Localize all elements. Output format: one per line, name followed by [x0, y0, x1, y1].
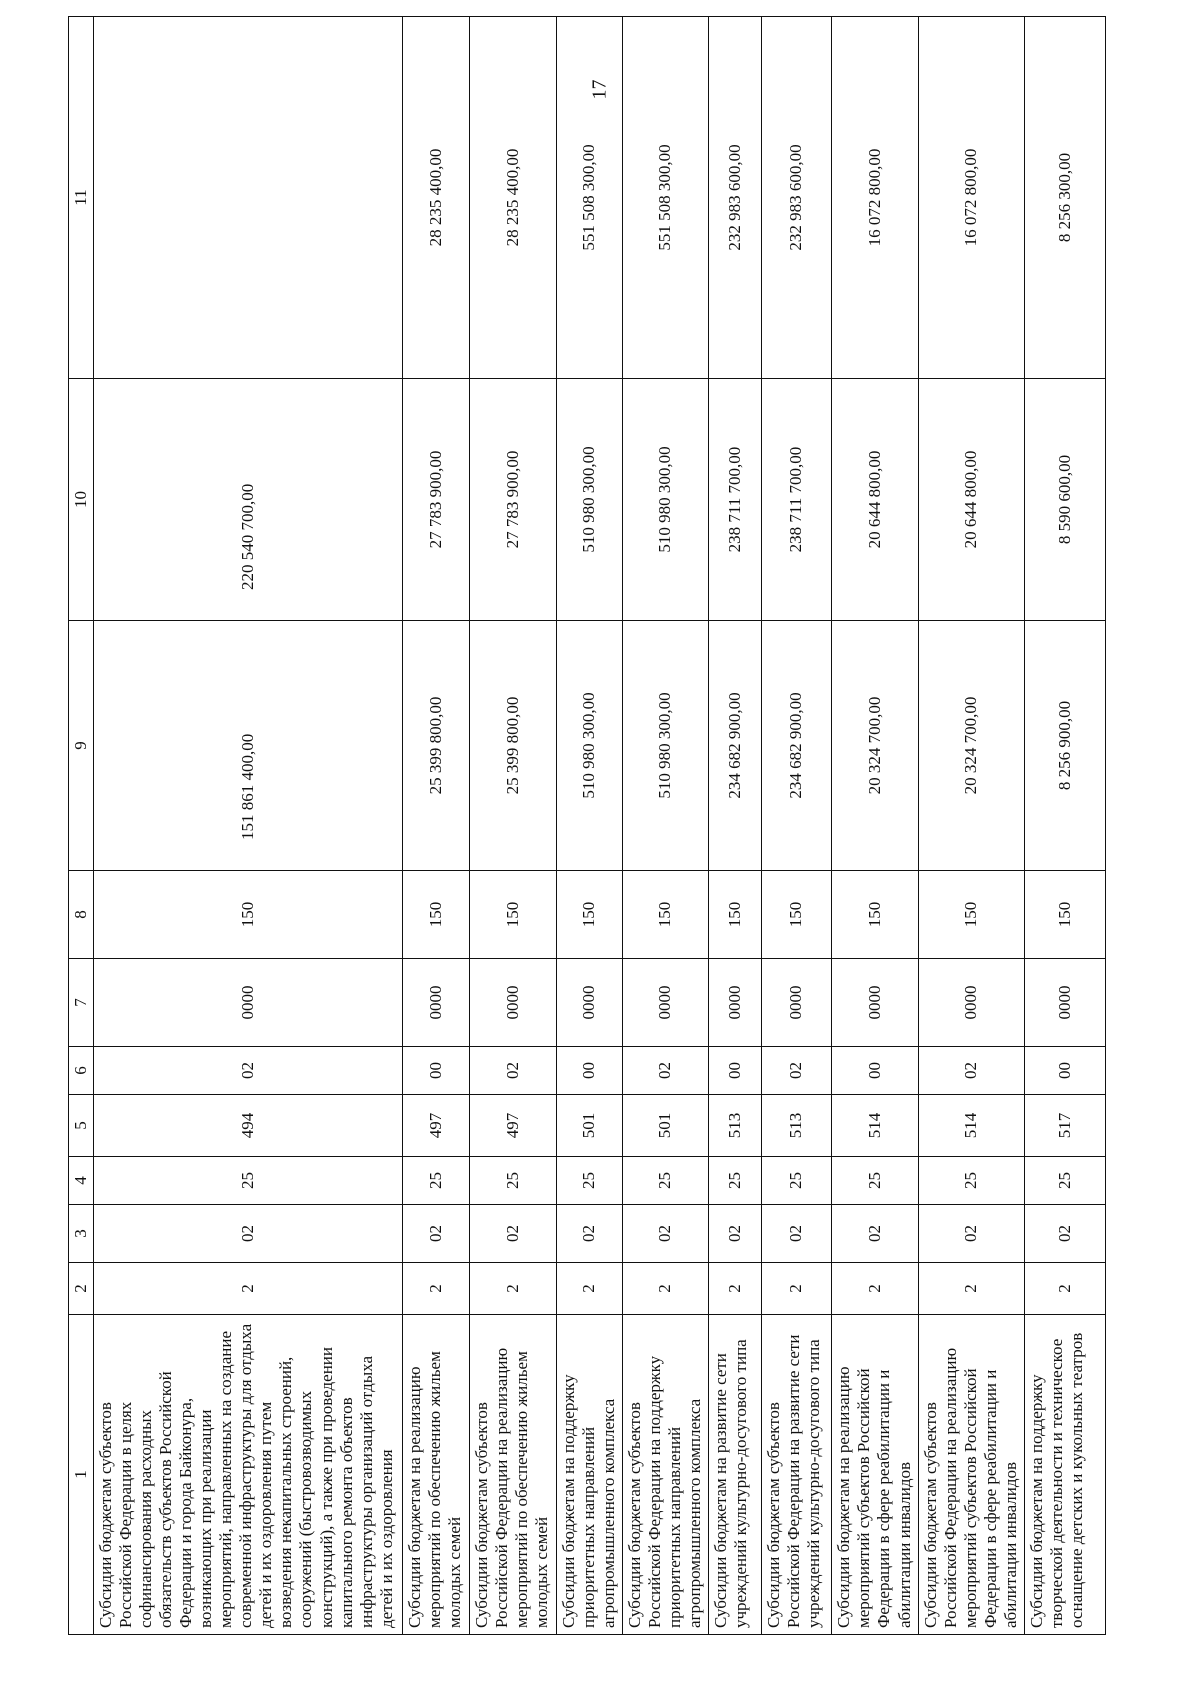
- cell-col5: 514: [832, 1095, 918, 1157]
- cell-col7: 0000: [1024, 959, 1105, 1047]
- cell-col3: 02: [709, 1205, 762, 1263]
- cell-col11: 28 235 400,00: [469, 17, 556, 379]
- cell-col6: 00: [1024, 1047, 1105, 1095]
- cell-col6: 02: [918, 1047, 1024, 1095]
- cell-col8: 150: [1024, 871, 1105, 959]
- cell-col5: 501: [556, 1095, 622, 1157]
- row-description: Субсидии бюджетам на развитие сети учреждений культурно-досугового типа: [709, 1315, 762, 1635]
- row-description: Субсидии бюджетам субъектов Российской Федерации на поддержку приоритетных направлений агропромышленного комплекса: [622, 1315, 708, 1635]
- cell-col8: 150: [469, 871, 556, 959]
- table-row: [832, 17, 918, 1635]
- table-row: [709, 17, 762, 1635]
- column-header: 6: [69, 1047, 94, 1095]
- row-description: Субсидии бюджетам субъектов Российской Федерации на развитие сети учреждений культурно-досугового типа: [761, 1315, 832, 1635]
- row-description: Субсидии бюджетам на поддержку творческой деятельности и техническое оснащение детских и кукольных театров: [1024, 1315, 1105, 1635]
- cell-col7: 0000: [709, 959, 762, 1047]
- row-description: Субсидии бюджетам на поддержку приоритетных направлений агропромышленного комплекса: [556, 1315, 622, 1635]
- cell-col7: 0000: [832, 959, 918, 1047]
- cell-col10: 220 540 700,00: [94, 379, 403, 621]
- cell-col3: 02: [761, 1205, 832, 1263]
- cell-col9: 25 399 800,00: [469, 621, 556, 871]
- cell-col3: 02: [556, 1205, 622, 1263]
- cell-col2: 2: [403, 1263, 470, 1315]
- budget-table: [68, 16, 1106, 1635]
- cell-col3: 02: [622, 1205, 708, 1263]
- cell-col3: 02: [832, 1205, 918, 1263]
- cell-col8: 150: [556, 871, 622, 959]
- cell-col8: 150: [94, 871, 403, 959]
- cell-col6: 02: [469, 1047, 556, 1095]
- column-header: 9: [69, 621, 94, 871]
- cell-col7: 0000: [918, 959, 1024, 1047]
- cell-col10: 238 711 700,00: [709, 379, 762, 621]
- row-description: Субсидии бюджетам субъектов Российской Федерации на реализацию мероприятий по обеспечению жильем молодых семей: [469, 1315, 556, 1635]
- cell-col3: 02: [469, 1205, 556, 1263]
- cell-col10: 510 980 300,00: [556, 379, 622, 621]
- cell-col7: 0000: [622, 959, 708, 1047]
- cell-col5: 494: [94, 1095, 403, 1157]
- cell-col11: 551 508 300,00: [622, 17, 708, 379]
- cell-col8: 150: [709, 871, 762, 959]
- table-row: [761, 17, 832, 1635]
- cell-col2: 2: [918, 1263, 1024, 1315]
- cell-col5: 497: [469, 1095, 556, 1157]
- cell-col10: 8 590 600,00: [1024, 379, 1105, 621]
- cell-col8: 150: [761, 871, 832, 959]
- cell-col5: 513: [761, 1095, 832, 1157]
- cell-col4: 25: [556, 1157, 622, 1205]
- cell-col10: 238 711 700,00: [761, 379, 832, 621]
- cell-col5: 497: [403, 1095, 470, 1157]
- cell-col4: 25: [1024, 1157, 1105, 1205]
- cell-col9: 25 399 800,00: [403, 621, 470, 871]
- cell-col6: 00: [832, 1047, 918, 1095]
- cell-col7: 0000: [556, 959, 622, 1047]
- column-header: 4: [69, 1157, 94, 1205]
- cell-col11: 232 983 600,00: [761, 17, 832, 379]
- cell-col6: 02: [622, 1047, 708, 1095]
- table-row: [469, 17, 556, 1635]
- cell-col4: 25: [709, 1157, 762, 1205]
- budget-table-container: [68, 17, 1106, 1635]
- column-header: 8: [69, 871, 94, 959]
- cell-col4: 25: [94, 1157, 403, 1205]
- cell-col11: 16 072 800,00: [832, 17, 918, 379]
- row-description: Субсидии бюджетам на реализацию мероприятий по обеспечению жильем молодых семей: [403, 1315, 470, 1635]
- cell-col4: 25: [403, 1157, 470, 1205]
- cell-col4: 25: [622, 1157, 708, 1205]
- cell-col3: 02: [403, 1205, 470, 1263]
- cell-col4: 25: [832, 1157, 918, 1205]
- cell-col9: 8 256 900,00: [1024, 621, 1105, 871]
- column-header: 2: [69, 1263, 94, 1315]
- cell-col10: 20 644 800,00: [832, 379, 918, 621]
- cell-col4: 25: [918, 1157, 1024, 1205]
- table-row: [918, 17, 1024, 1635]
- row-description: Субсидии бюджетам субъектов Российской Федерации на реализацию мероприятий субъектов Российской Федерации в сфере реабилитации и абилитации инвалидов: [918, 1315, 1024, 1635]
- cell-col2: 2: [709, 1263, 762, 1315]
- column-header: 11: [69, 17, 94, 379]
- header-row: [69, 17, 94, 1635]
- cell-col4: 25: [761, 1157, 832, 1205]
- row-description: Субсидии бюджетам на реализацию мероприятий субъектов Российской Федерации в сфере реабилитации и абилитации инвалидов: [832, 1315, 918, 1635]
- cell-col2: 2: [469, 1263, 556, 1315]
- cell-col9: 510 980 300,00: [622, 621, 708, 871]
- table-row: [556, 17, 622, 1635]
- cell-col2: 2: [832, 1263, 918, 1315]
- page-number: 17: [588, 79, 611, 100]
- cell-col3: 02: [918, 1205, 1024, 1263]
- cell-col10: 510 980 300,00: [622, 379, 708, 621]
- row-description: Субсидии бюджетам субъектов Российской Федерации в целях софинансирования расходных обязательств субъектов Российской Федерации и города Байконура, возникающих при реализации мероприятий, направленных на создание современной инфраструктуры для отдыха детей и их оздоровления путем возведения некапитальных строений, сооружений (быстровозводимых конструкций), а также при проведении капитального ремонта объектов инфраструктуры организаций отдыха детей и их оздоровления: [94, 1315, 403, 1635]
- cell-col9: 20 324 700,00: [918, 621, 1024, 871]
- column-header: 1: [69, 1315, 94, 1635]
- table-row: [1024, 17, 1105, 1635]
- cell-col5: 517: [1024, 1095, 1105, 1157]
- cell-col7: 0000: [761, 959, 832, 1047]
- cell-col8: 150: [832, 871, 918, 959]
- cell-col11: [94, 17, 403, 379]
- cell-col7: 0000: [403, 959, 470, 1047]
- cell-col11: 28 235 400,00: [403, 17, 470, 379]
- cell-col3: 02: [1024, 1205, 1105, 1263]
- cell-col11: 551 508 300,00: [556, 17, 622, 379]
- table-row: [622, 17, 708, 1635]
- cell-col2: 2: [622, 1263, 708, 1315]
- cell-col5: 501: [622, 1095, 708, 1157]
- column-header: 7: [69, 959, 94, 1047]
- cell-col6: 02: [94, 1047, 403, 1095]
- cell-col11: 16 072 800,00: [918, 17, 1024, 379]
- cell-col10: 20 644 800,00: [918, 379, 1024, 621]
- cell-col9: 151 861 400,00: [94, 621, 403, 871]
- cell-col6: 00: [556, 1047, 622, 1095]
- cell-col9: 234 682 900,00: [709, 621, 762, 871]
- cell-col5: 513: [709, 1095, 762, 1157]
- cell-col10: 27 783 900,00: [469, 379, 556, 621]
- cell-col6: 00: [709, 1047, 762, 1095]
- cell-col7: 0000: [469, 959, 556, 1047]
- cell-col5: 514: [918, 1095, 1024, 1157]
- column-header: 3: [69, 1205, 94, 1263]
- cell-col8: 150: [918, 871, 1024, 959]
- cell-col2: 2: [556, 1263, 622, 1315]
- cell-col4: 25: [469, 1157, 556, 1205]
- cell-col9: 510 980 300,00: [556, 621, 622, 871]
- cell-col9: 234 682 900,00: [761, 621, 832, 871]
- cell-col8: 150: [622, 871, 708, 959]
- column-header: 10: [69, 379, 94, 621]
- cell-col2: 2: [761, 1263, 832, 1315]
- cell-col6: 00: [403, 1047, 470, 1095]
- column-header: 5: [69, 1095, 94, 1157]
- cell-col9: 20 324 700,00: [832, 621, 918, 871]
- cell-col3: 02: [94, 1205, 403, 1263]
- cell-col7: 0000: [94, 959, 403, 1047]
- cell-col6: 02: [761, 1047, 832, 1095]
- cell-col11: 8 256 300,00: [1024, 17, 1105, 379]
- table-row: [94, 17, 403, 1635]
- cell-col2: 2: [1024, 1263, 1105, 1315]
- cell-col11: 232 983 600,00: [709, 17, 762, 379]
- cell-col2: 2: [94, 1263, 403, 1315]
- cell-col8: 150: [403, 871, 470, 959]
- table-row: [403, 17, 470, 1635]
- cell-col10: 27 783 900,00: [403, 379, 470, 621]
